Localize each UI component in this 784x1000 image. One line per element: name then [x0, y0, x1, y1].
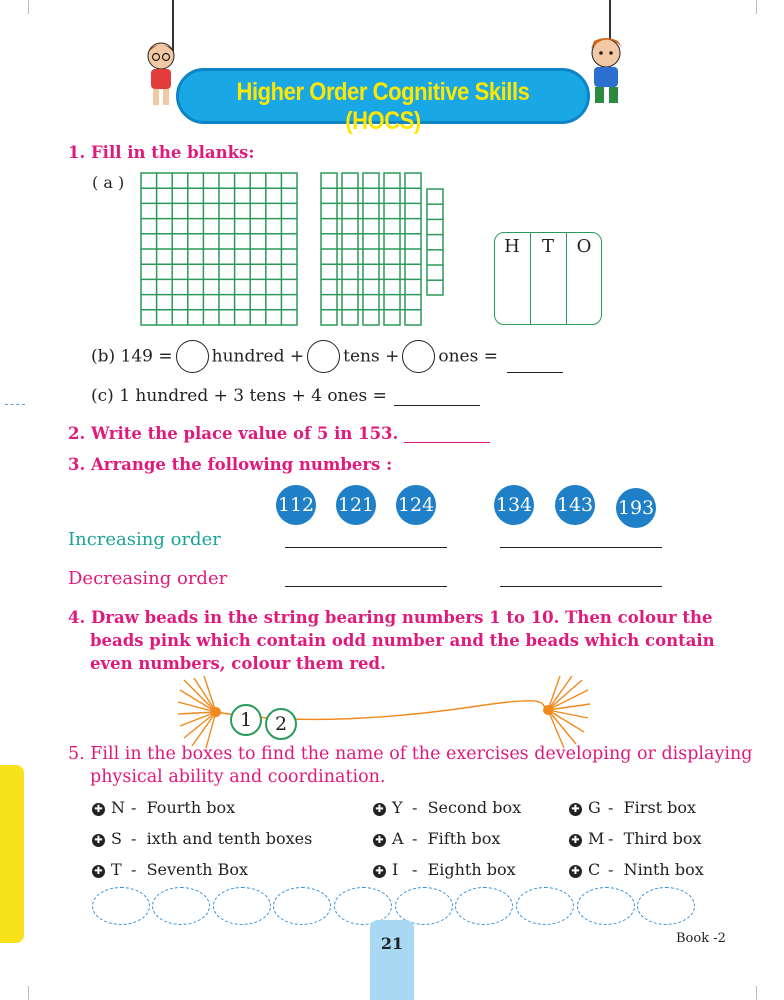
increasing-answer-line[interactable]	[285, 547, 447, 548]
hto-header-h: H	[504, 236, 520, 257]
clue-item: ✚ S - ixth and tenth boxes	[92, 829, 312, 848]
clue-text: Third box	[623, 829, 702, 848]
clue-bullet-icon: ✚	[92, 803, 105, 816]
clue-letter: G	[588, 798, 601, 817]
part-b-answer-blank[interactable]	[507, 354, 563, 373]
clue-item: ✚ Y - Second box	[373, 798, 521, 817]
tens-rods	[320, 172, 426, 328]
part-b-lead: (b) 149 =	[91, 346, 173, 367]
question-2-answer-blank[interactable]	[404, 426, 490, 443]
clue-item: ✚ G - First box	[569, 798, 696, 817]
hto-header-t: T	[541, 236, 554, 257]
part-c-answer-blank[interactable]	[394, 387, 480, 406]
decreasing-order-label: Decreasing order	[68, 568, 228, 589]
answer-box-7[interactable]	[455, 887, 513, 925]
clue-text: Fifth box	[427, 829, 501, 848]
part-a-label: ( a )	[92, 173, 125, 192]
clue-letter: N	[111, 798, 125, 817]
clue-letter: Y	[392, 798, 403, 817]
number-ball: 124	[396, 485, 436, 525]
yellow-side-tab	[0, 765, 24, 943]
answer-box-4[interactable]	[273, 887, 331, 925]
part-b-row	[91, 340, 563, 373]
crop-mark	[756, 0, 757, 14]
question-2-heading	[68, 424, 490, 443]
decreasing-answer-line[interactable]	[285, 586, 447, 587]
clue-letter: S	[111, 829, 122, 848]
bead: 1	[230, 704, 262, 736]
crop-mark	[756, 986, 757, 1000]
clue-item: ✚ T - Seventh Box	[92, 860, 248, 879]
answer-box-1[interactable]	[92, 887, 150, 925]
clue-bullet-icon: ✚	[92, 834, 105, 847]
answer-box-8[interactable]	[516, 887, 574, 925]
clue-bullet-icon: ✚	[569, 834, 582, 847]
clue-text: Fourth box	[146, 798, 236, 817]
number-ball: 134	[494, 485, 534, 525]
clue-item: ✚ A - Fifth box	[373, 829, 500, 848]
page-title: Higher Order Cognitive Skills (HOCS)	[236, 78, 530, 135]
question-4-line-3: even numbers, colour them red.	[90, 654, 386, 673]
boy-swinging-illustration	[578, 35, 640, 113]
part-c-text: (c) 1 hundred + 3 tens + 4 ones =	[91, 386, 387, 406]
hundred-block-grid	[140, 172, 300, 328]
question-3-heading: 3. Arrange the following numbers :	[68, 455, 393, 474]
clue-item: ✚ C - Ninth box	[569, 860, 704, 879]
ones-units	[426, 188, 446, 300]
part-c-row	[91, 386, 480, 406]
clue-bullet-icon: ✚	[373, 865, 386, 878]
clue-bullet-icon: ✚	[373, 803, 386, 816]
answer-box-9[interactable]	[577, 887, 635, 925]
question-4-line-1: 4. Draw beads in the string bearing numbers 1 to 10. Then colour the	[68, 608, 713, 627]
hundred-label: hundred +	[211, 346, 305, 367]
clue-letter: T	[111, 860, 122, 879]
answer-box-3[interactable]	[213, 887, 271, 925]
decreasing-answer-line[interactable]	[500, 586, 662, 587]
bead: 2	[265, 708, 297, 740]
clue-text: First box	[623, 798, 697, 817]
margin-dash	[5, 404, 25, 405]
clue-item: ✚ N - Fourth box	[92, 798, 235, 817]
answer-box-2[interactable]	[152, 887, 210, 925]
increasing-order-label: Increasing order	[68, 529, 221, 550]
clue-text: Eighth box	[427, 860, 516, 879]
clue-item: ✚ M - Third box	[569, 829, 702, 848]
clue-text: Ninth box	[623, 860, 704, 879]
hundreds-answer-circle[interactable]	[176, 340, 209, 373]
tens-answer-circle[interactable]	[307, 340, 340, 373]
number-ball: 112	[276, 485, 316, 525]
question-1-heading: 1. Fill in the blanks:	[68, 143, 255, 162]
clue-letter: C	[588, 860, 601, 879]
question-4-line-2: beads pink which contain odd number and the beads which contain	[90, 631, 715, 650]
clue-text: ixth and tenth boxes	[146, 829, 313, 848]
clue-text: Seventh Box	[146, 860, 249, 879]
book-label: Book -2	[676, 931, 726, 946]
clue-text: Second box	[427, 798, 522, 817]
increasing-answer-line[interactable]	[500, 547, 662, 548]
page-number: 21	[380, 934, 404, 953]
clue-bullet-icon: ✚	[569, 803, 582, 816]
number-ball: 143	[555, 485, 595, 525]
clue-letter: I	[392, 860, 399, 879]
answer-box-10[interactable]	[637, 887, 695, 925]
question-2-text: 2. Write the place value of 5 in 153.	[68, 424, 399, 443]
clue-item: ✚ I - Eighth box	[373, 860, 516, 879]
number-ball: 193	[616, 488, 656, 528]
ones-label: ones =	[438, 346, 498, 367]
crop-mark	[28, 0, 29, 14]
clue-bullet-icon: ✚	[92, 865, 105, 878]
ones-answer-circle[interactable]	[402, 340, 435, 373]
clue-bullet-icon: ✚	[569, 865, 582, 878]
question-5-line-1: 5. Fill in the boxes to find the name of the exercises developing or displaying	[68, 744, 753, 764]
question-5-line-2: physical ability and coordination.	[90, 767, 386, 787]
hto-header-o: O	[576, 236, 592, 257]
clue-bullet-icon: ✚	[373, 834, 386, 847]
clue-letter: M	[588, 829, 605, 848]
clue-letter: A	[392, 829, 404, 848]
girl-swinging-illustration	[135, 40, 185, 110]
number-ball: 121	[336, 485, 376, 525]
page-number-tab	[370, 920, 414, 1000]
tens-label: tens +	[343, 346, 400, 367]
crop-mark	[28, 986, 29, 1000]
